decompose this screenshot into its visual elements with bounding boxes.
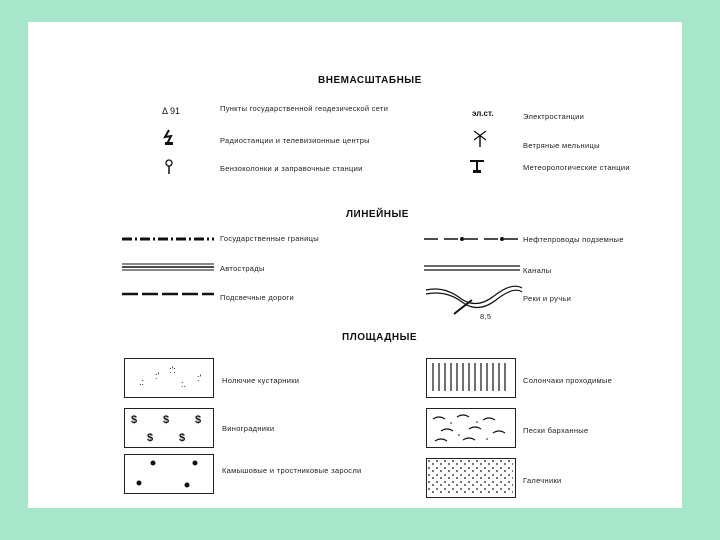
- legend-sheet: [28, 22, 682, 508]
- highway-label: Автострады: [220, 264, 265, 273]
- svg-text::': :': [155, 371, 160, 381]
- vineyard-icon: $: [131, 414, 138, 426]
- geodetic-point-icon: Δ 91: [162, 106, 181, 116]
- vineyard-label: Виноградники: [222, 424, 275, 433]
- windmill-icon: [472, 130, 488, 148]
- meteo-station-label: Метеорологические станции: [523, 163, 630, 172]
- radio-station-icon: [162, 128, 176, 146]
- shrubs-label: Нолючие кустарники: [222, 376, 300, 385]
- section-title-offscale: ВНЕМАСШТАБНЫЕ: [318, 75, 422, 86]
- salt-marsh-pattern: [427, 359, 513, 395]
- pipeline-line: [424, 235, 520, 243]
- reeds-symbol-box: [124, 454, 214, 494]
- fuel-station-icon: [164, 159, 176, 175]
- windmill-label: Ветряные мельницы: [523, 141, 600, 150]
- vineyard-icon: $: [179, 432, 186, 444]
- salt-marsh-symbol-box: [426, 358, 516, 398]
- pipeline-label: Нефтепроводы подземные: [523, 235, 624, 244]
- power-station-label: Электростанции: [523, 112, 585, 121]
- pebble-pattern: [427, 459, 513, 495]
- salt-marsh-label: Солончаки проходимые: [523, 376, 613, 385]
- vineyard-icon: $: [163, 414, 170, 426]
- dirt-road-line: [122, 290, 214, 298]
- river-width-label: 8,5: [480, 312, 492, 321]
- vineyard-icon: $: [147, 432, 154, 444]
- svg-text::':: :':: [169, 365, 176, 375]
- dune-pattern: [427, 409, 513, 445]
- shrubs-pattern: [125, 359, 211, 395]
- pebble-symbol-box: [426, 458, 516, 498]
- canal-line: [424, 264, 520, 272]
- reeds-label: Камышовые и тростниковые заросли: [222, 466, 362, 475]
- canal-label: Каналы: [523, 266, 552, 275]
- state-border-line: [122, 234, 214, 244]
- fuel-station-label: Бензоколонки и заправочные станции: [220, 164, 363, 173]
- svg-text::.: :.: [181, 379, 187, 389]
- reeds-pattern: [125, 455, 211, 491]
- state-border-label: Государственные границы: [220, 234, 319, 243]
- svg-text::': :': [197, 373, 202, 383]
- dune-label: Пески барханные: [523, 426, 589, 435]
- geodetic-label: Пункты государственной геодезической сети: [220, 104, 389, 113]
- highway-line: [122, 262, 214, 272]
- svg-text:.:: .:: [139, 377, 145, 387]
- dune-symbol-box: [426, 408, 516, 448]
- meteo-station-icon: [468, 158, 486, 174]
- vineyard-pattern: [125, 409, 211, 445]
- radio-station-label: Радиостанции и телевизионные центры: [220, 136, 370, 145]
- river-label: Реки и ручьи: [523, 294, 572, 303]
- section-title-area: ПЛОЩАДНЫЕ: [342, 332, 418, 343]
- section-title-linear: ЛИНЕЙНЫЕ: [346, 209, 409, 220]
- vineyard-icon: $: [195, 414, 202, 426]
- pebble-label: Галечники: [523, 476, 562, 485]
- river-line: [424, 284, 524, 320]
- shrubs-symbol-box: [124, 358, 214, 398]
- vineyard-symbol-box: [124, 408, 214, 448]
- dirt-road-label: Подсвечные дороги: [220, 293, 294, 302]
- power-station-icon: эл.ст.: [472, 109, 494, 118]
